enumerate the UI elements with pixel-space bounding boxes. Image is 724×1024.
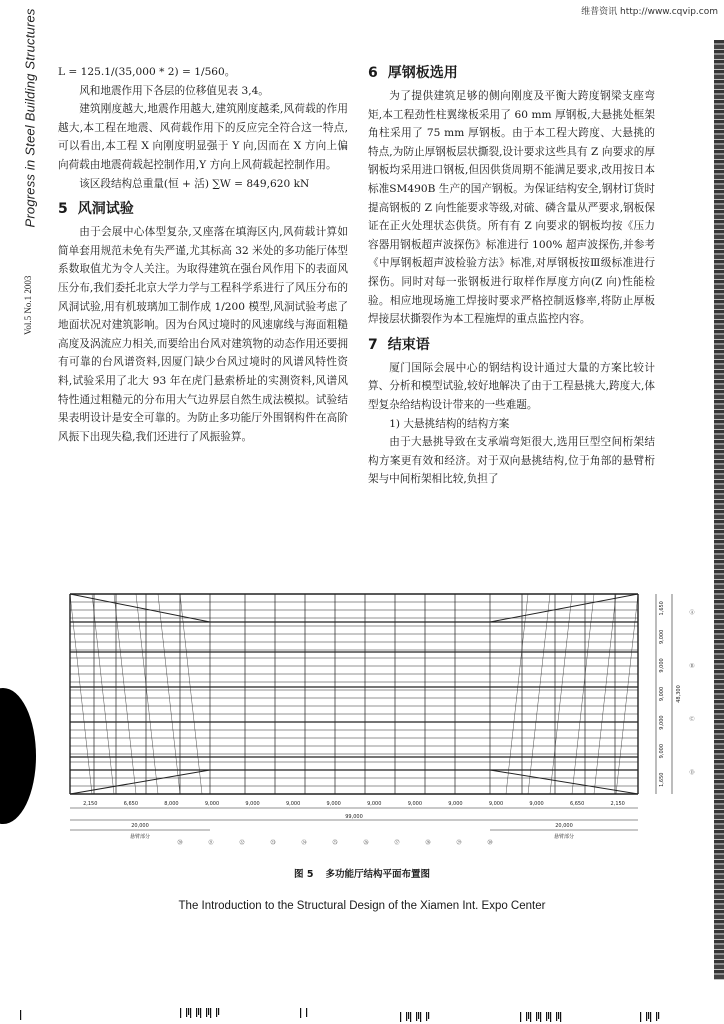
noise-mark (426, 1012, 427, 1021)
axis-bubble: ㉒ (239, 840, 245, 846)
vertical-dimension-label: 9,000 (659, 686, 665, 702)
dimension-label: 6,650 (123, 801, 139, 807)
figure-caption-text: 多功能厅结构平面布置图 (325, 869, 430, 880)
plan-brace (136, 594, 158, 794)
structural-plan-drawing (60, 582, 700, 852)
left-span-label: 悬臂部分 (129, 834, 151, 840)
volume-vertical: Vol.5 No.1 2003 (23, 275, 33, 335)
watermark: 维普资讯 http://www.cqvip.com (581, 7, 718, 17)
row-bubble: Ⓒ (689, 716, 695, 723)
paragraph: 厦门国际会展中心的钢结构设计通过大量的方案比较计算、分析和模型试验,较好地解决了由于工程悬挑大,跨度大,体型复杂给结构设计带来的一些难题。 (368, 361, 655, 411)
axis-bubble: ㉑ (208, 840, 214, 846)
dimension-label: 2,150 (610, 801, 625, 807)
plan-brace (158, 594, 180, 794)
noise-mark (20, 1010, 21, 1020)
noise-mark (428, 1012, 429, 1019)
noise-mark (526, 1012, 527, 1021)
section-title: 风洞试验 (77, 201, 134, 218)
formula-line: L = 125.1/(35,000 * 2) = 1/560。 (58, 66, 236, 78)
noise-mark (186, 1008, 187, 1017)
plan-brace (550, 594, 572, 794)
axis-bubble: ㉔ (301, 840, 307, 846)
left-dimension-label: 20,000 (131, 823, 149, 829)
noise-mark (408, 1012, 409, 1019)
noise-mark (196, 1008, 197, 1017)
noise-mark (640, 1012, 641, 1022)
paragraph: 由于大悬挑导致在支承端弯矩很大,选用巨型空间桁架结构方案更有效和经济。对于双向悬挑结构,位于角部的悬臂桁架与中间桁架相比较,负担了 (368, 436, 655, 486)
scan-bottom-noise (0, 1008, 724, 1024)
noise-mark (306, 1008, 307, 1017)
axis-bubble: ㉖ (363, 840, 369, 846)
noise-mark (558, 1012, 559, 1019)
dimension-label: 9,000 (285, 801, 301, 807)
axis-bubble: ㉚ (487, 840, 493, 846)
noise-mark (536, 1012, 537, 1021)
vertical-dimension-label: 1,650 (659, 772, 665, 787)
section-title: 结束语 (387, 336, 430, 353)
noise-mark (200, 1008, 201, 1018)
english-title: The Introduction to the Structural Design of the Xiamen Int. Expo Center (178, 900, 546, 912)
axis-bubble: ㉘ (425, 840, 431, 846)
noise-mark (648, 1012, 649, 1019)
dimension-label: 9,000 (407, 801, 423, 807)
figure-label: 图 5 (294, 869, 314, 880)
axis-bubble: ㉗ (394, 840, 400, 846)
noise-mark (410, 1012, 411, 1022)
noise-mark (538, 1012, 539, 1019)
dimension-label: 9,000 (529, 801, 544, 807)
row-bubble: Ⓓ (689, 770, 695, 776)
vertical-dimension-label: 9,000 (659, 743, 665, 759)
right-span-label: 悬臂部分 (553, 834, 575, 840)
noise-mark (216, 1008, 217, 1017)
plan-brace (180, 594, 202, 794)
noise-mark (420, 1012, 421, 1022)
noise-mark (546, 1012, 547, 1021)
section-heading-6 (368, 63, 655, 83)
plan-brace (70, 594, 92, 794)
plan-brace (114, 594, 136, 794)
paragraph: 由于会展中心体型复杂,又座落在填海区内,风荷载计算如简单套用规范未免有失严谨,尤其标高 32 米处的多功能厅体型系数取值尤为令人关注。为取得建筑在强台风作用下的表面风压分布,我们委托北京大学力学与工程科学系进行了风压分布的风洞试验,用有机玻璃加工制作成 1/200 模型,风洞试验考虑了地面状况对建筑影响。因为台风过境时的风速廓线与海面粗糙高度及涡流应力相关,而要给出台风对建筑物的动态作用还要拥有可靠的台风谱资料,因厦门缺少台风过境时的风谱风特性资料,试验采用了北大 93 年在虎门悬索桥址的实测资料,风谱风特性通过粗糙元的分布用大气边界层自然生成法模拟。试验结果表明设计是安全可靠的。为防止多功能厅外围钢构件在高阶风振下出现失稳,我们还进行了风振验算。 (58, 226, 348, 443)
dimension-label: 9,000 (204, 801, 220, 807)
section-number: 7 (368, 336, 378, 353)
noise-mark (658, 1012, 659, 1019)
scan-blot (0, 688, 36, 824)
vertical-overall-dimension: 48,300 (676, 685, 682, 703)
right-dimension-label: 20,000 (555, 823, 573, 829)
section-number: 6 (368, 65, 378, 81)
noise-mark (650, 1012, 651, 1022)
dimension-label: 9,000 (326, 801, 341, 807)
section-heading-7 (368, 335, 655, 355)
paragraph: 风和地震作用下各层的位移值见表 3,4。 (79, 84, 269, 97)
dimension-label: 9,000 (367, 801, 382, 807)
vertical-dimension-label: 9,000 (659, 629, 665, 645)
noise-mark (210, 1008, 211, 1018)
section-title: 厚钢板选用 (387, 65, 458, 81)
dimension-label: 9,000 (448, 801, 463, 807)
dimension-label: 9,000 (245, 801, 260, 807)
noise-mark (548, 1012, 549, 1019)
noise-mark (646, 1012, 647, 1021)
axis-bubble: ⑳ (177, 840, 183, 846)
noise-mark (300, 1008, 301, 1018)
section-heading-5 (58, 199, 348, 219)
noise-mark (418, 1012, 419, 1019)
plan-brace (616, 594, 638, 794)
noise-mark (406, 1012, 407, 1021)
vertical-dimension-label: 9,000 (659, 658, 665, 673)
plan-brace (572, 594, 594, 794)
noise-mark (656, 1012, 657, 1021)
dimension-label: 8,000 (164, 801, 179, 807)
paragraph: 为了提供建筑足够的侧向刚度及平衡大跨度钢梁支座弯矩,本工程劲性柱翼缘板采用了 60 mm 厚钢板,大悬挑处框架角柱采用了 75 mm 厚钢板。由于本工程大跨度、大悬挑的特点,为防止厚钢板层状撕裂,设计要求这些具有 Z 向要求的厚钢板均采用进口钢板,但因供货周期不能满足要求,改用按日本标准SM490B 生产的国产钢板。为保证结构安全,钢材订货时提高钢板的 Z 向性能要求等级,对硫、磷含量从严要求,钢板保证在正火处理状态供货。所有有 Z 向要求的钢板均按《压力容器用钢板超声波探伤》标准进行 100% 超声波探伤,并参考《中厚钢板超声波检验方法》标准,对厚钢板按Ⅲ级标准进行探伤。同时对每一张钢板进行取样作厚度方向(Z 向)性能检验。相应地现场施工焊接时要求严格控制返修率,将防止厚板焊接层状撕裂作为本工程施焊的重点监控内容。 (368, 90, 655, 326)
noise-mark (550, 1012, 551, 1022)
overall-dimension-label: 99,000 (345, 814, 363, 820)
scan-edge-artifact (714, 40, 724, 980)
plan-brace (594, 594, 616, 794)
plan-brace (92, 594, 114, 794)
paragraph: 该区段结构总重量(恒 + 活) ∑W = 849,620 kN (79, 177, 310, 190)
structural-plan-figure (60, 582, 700, 852)
noise-mark (416, 1012, 417, 1021)
dimension-label: 2,150 (83, 801, 98, 807)
plan-brace (506, 594, 528, 794)
noise-mark (540, 1012, 541, 1022)
noise-mark (218, 1008, 219, 1015)
plan-outline (70, 770, 210, 794)
left-column (58, 63, 348, 446)
noise-mark (520, 1012, 521, 1022)
plan-brace (528, 594, 550, 794)
plan-outline (490, 770, 638, 794)
noise-mark (528, 1012, 529, 1019)
noise-mark (208, 1008, 209, 1015)
axis-bubble: ㉕ (332, 840, 338, 846)
paragraph: 建筑刚度越大,地震作用越大,建筑刚度越柔,风荷载的作用越大,本工程在地震、风荷载作用下的反应完全符合这一特点,可以看出,本工程 X 向刚度明显强于 Y 向,因而在 X 方向上偏向荷载由地震荷载起控制作用,Y 方向上风荷载起控制作用。 (58, 103, 348, 171)
noise-mark (180, 1008, 181, 1018)
dimension-label: 6,650 (569, 801, 585, 807)
row-bubble: Ⓐ (689, 610, 695, 616)
noise-mark (206, 1008, 207, 1017)
noise-mark (190, 1008, 191, 1018)
journal-title-vertical: Progress in Steel Building Structures (22, 8, 38, 228)
noise-mark (560, 1012, 561, 1022)
figure-caption (0, 866, 724, 880)
list-item: 1) 大悬挑结构的结构方案 (389, 417, 510, 430)
noise-mark (556, 1012, 557, 1021)
row-bubble: Ⓑ (689, 663, 695, 670)
noise-mark (400, 1012, 401, 1022)
section-number: 5 (58, 201, 68, 218)
noise-mark (530, 1012, 531, 1022)
vertical-dimension-label: 1,650 (659, 601, 665, 616)
noise-mark (198, 1008, 199, 1015)
vertical-dimension-label: 9,000 (659, 715, 665, 730)
noise-mark (188, 1008, 189, 1015)
right-column (368, 63, 655, 489)
axis-bubble: ㉙ (456, 840, 462, 846)
dimension-label: 9,000 (488, 801, 504, 807)
axis-bubble: ㉓ (270, 840, 276, 846)
